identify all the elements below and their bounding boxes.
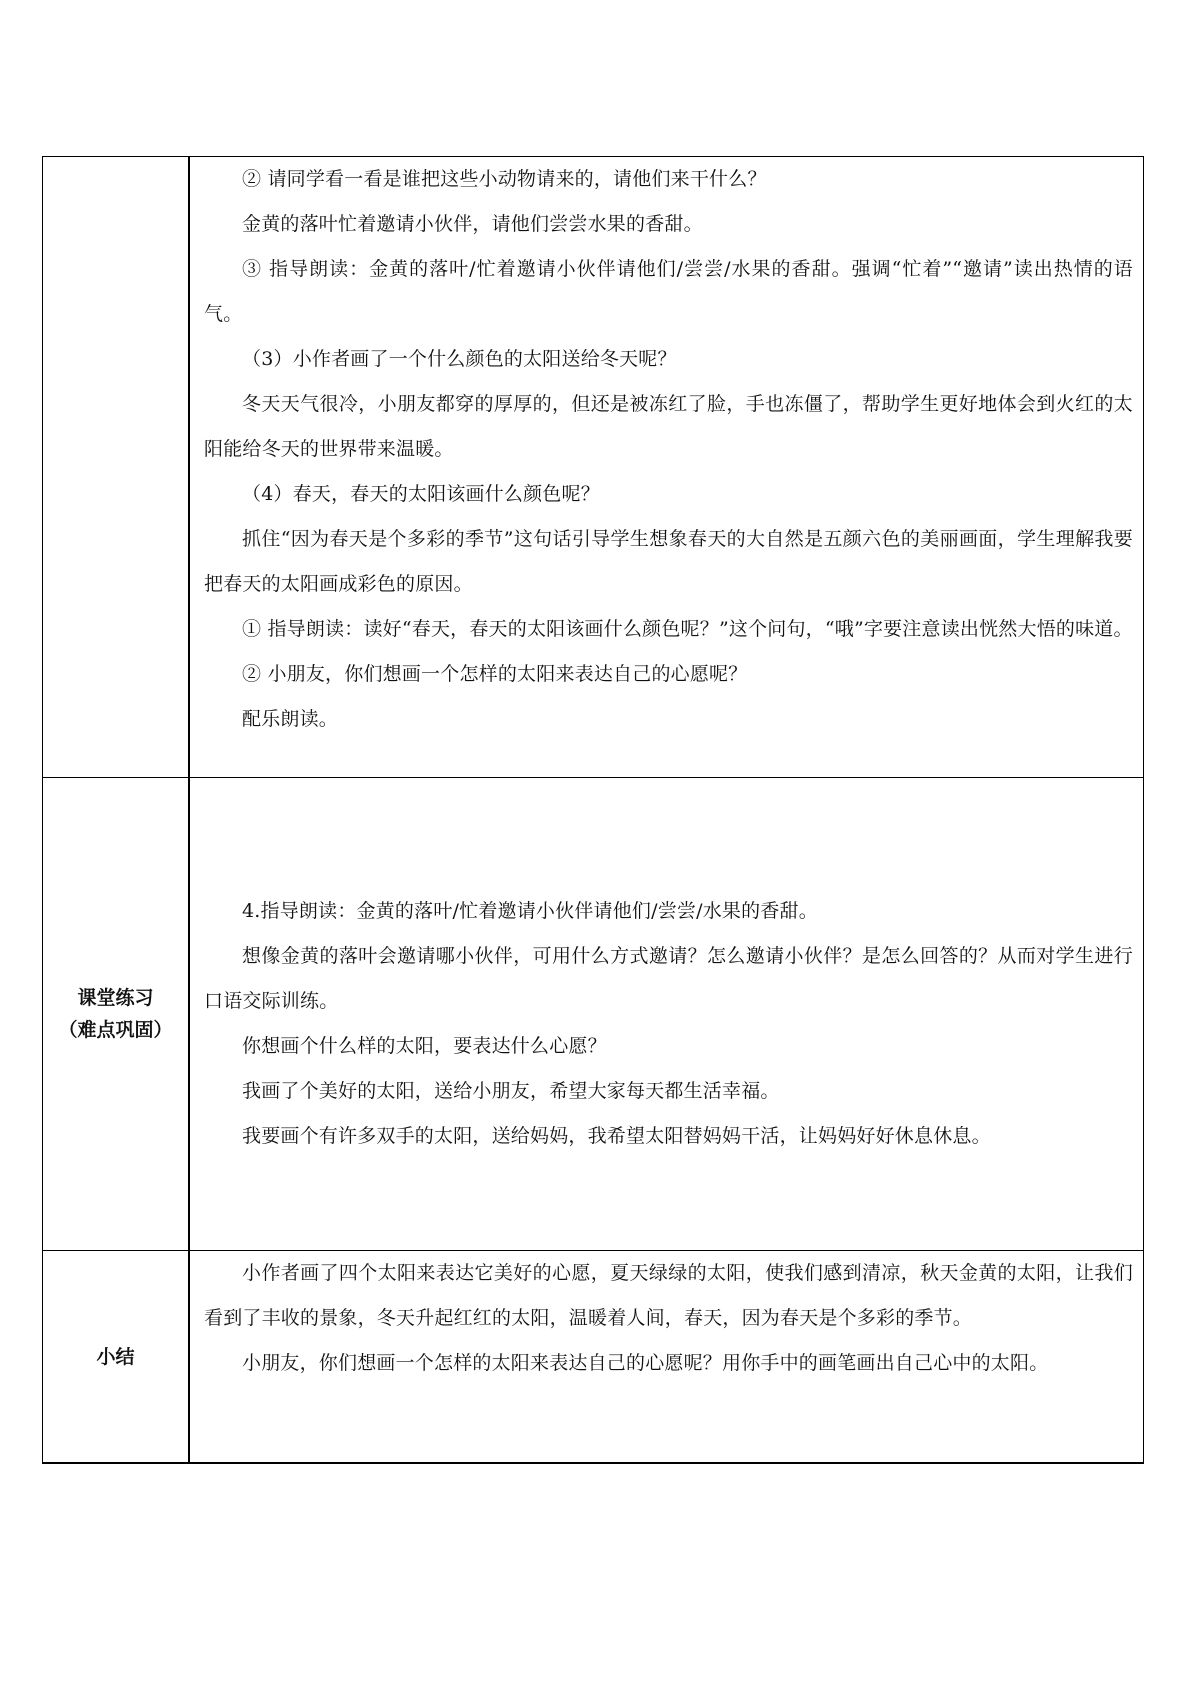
section-content-cell: [189, 1251, 1144, 1464]
section-content-cell: [189, 157, 1144, 778]
paragraph: 冬天天气很冷，小朋友都穿的厚厚的，但还是被冻红了脸，手也冻僵了，帮助学生更好地体会到火红的太阳能给冬天的世界带来温暖。: [204, 393, 1133, 460]
paragraph: （4）春天，春天的太阳该画什么颜色呢？: [242, 483, 600, 505]
section-sublabel: （难点巩固）: [58, 1019, 173, 1041]
paragraph: 小朋友，你们想画一个怎样的太阳来表达自己的心愿呢？用你手中的画笔画出自己心中的太阳。: [242, 1352, 1049, 1374]
paragraph: ② 小朋友，你们想画一个怎样的太阳来表达自己的心愿呢？: [242, 663, 748, 685]
section-content-cell: [189, 778, 1144, 1251]
paragraph: ② 请同学看一看是谁把这些小动物请来的，请他们来干什么？: [242, 168, 767, 190]
paragraph: （3）小作者画了一个什么颜色的太阳送给冬天呢？: [242, 348, 677, 370]
section-label-cell: [43, 157, 190, 778]
paragraph: 金黄的落叶忙着邀请小伙伴，请他们尝尝水果的香甜。: [242, 213, 703, 235]
paragraph: 配乐朗读。: [242, 708, 339, 730]
section-label: 小结: [96, 1345, 135, 1368]
section-label-cell: [43, 778, 190, 1251]
paragraph: 4.指导朗读：金黄的落叶/忙着邀请小伙伴请他们/尝尝/水果的香甜。: [242, 900, 818, 922]
paragraph: 小作者画了四个太阳来表达它美好的心愿，夏天绿绿的太阳，使我们感到清凉，秋天金黄的太阳，让我们看到了丰收的景象，冬天升起红红的太阳，温暖着人间，春天，因为春天是个多彩的季节。: [204, 1262, 1133, 1329]
lesson-plan-table: [42, 156, 1144, 1464]
paragraph: ① 指导朗读：读好“春天，春天的太阳该画什么颜色呢？”这个问句，“哦”字要注意读出恍然大悟的味道。: [242, 618, 1133, 640]
paragraph: 想像金黄的落叶会邀请哪小伙伴，可用什么方式邀请？怎么邀请小伙伴？是怎么回答的？从而对学生进行口语交际训练。: [204, 945, 1133, 1012]
paragraph: 抓住“因为春天是个多彩的季节”这句话引导学生想象春天的大自然是五颜六色的美丽画面，学生理解我要把春天的太阳画成彩色的原因。: [204, 528, 1133, 595]
paragraph: 你想画个什么样的太阳，要表达什么心愿？: [242, 1035, 607, 1057]
table-row: [43, 157, 1144, 778]
section-label: 课堂练习: [77, 987, 154, 1009]
paragraph: 我画了个美好的太阳，送给小朋友，希望大家每天都生活幸福。: [242, 1080, 780, 1102]
table-row: [43, 1251, 1144, 1464]
table-row: [43, 778, 1144, 1251]
paragraph: 我要画个有许多双手的太阳，送给妈妈，我希望太阳替妈妈干活，让妈妈好好休息休息。: [242, 1125, 991, 1147]
paragraph: ③ 指导朗读：金黄的落叶/忙着邀请小伙伴请他们/尝尝/水果的香甜。强调“忙着”“邀请”读出热情的语气。: [204, 258, 1133, 325]
section-label-cell: [43, 1251, 190, 1464]
